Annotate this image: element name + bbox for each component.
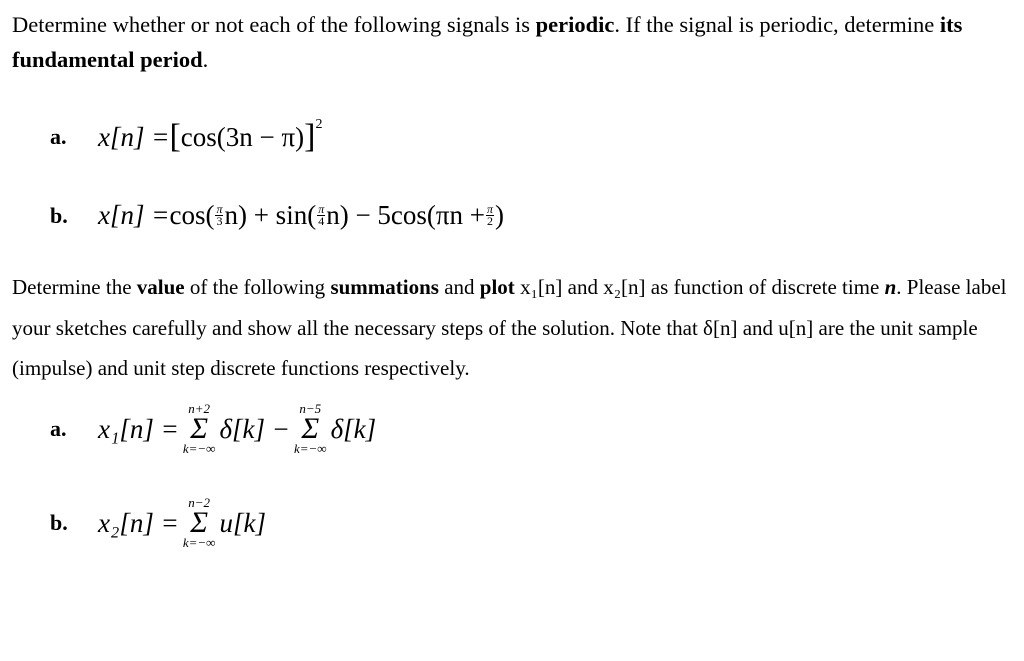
sum-var-n: n <box>884 275 897 299</box>
intro-text-3: . <box>202 47 209 72</box>
eq-part-1: cos( <box>169 200 215 230</box>
sum-text-2: of the following <box>184 275 331 299</box>
intro-paragraph <box>12 7 1002 77</box>
equation-lhs: x[n] = <box>98 121 170 152</box>
problem-label: b. <box>50 202 68 228</box>
equation-lhs: x[n] = <box>98 200 170 230</box>
problem-b-periodic <box>50 200 504 231</box>
problem-label: a. <box>50 124 67 149</box>
problem-label: a. <box>50 416 67 441</box>
summation: n−2 Σ k=−∞ <box>182 495 216 550</box>
term-2: δ[k] <box>330 413 377 444</box>
fraction-pi-3: $\frac{\pi}{3}$ <box>216 202 223 228</box>
equation-lhs: x₁[n] = <box>98 413 179 444</box>
sum-text-3: and <box>438 275 480 299</box>
intro-bold-period: its fundamental period <box>12 12 963 72</box>
sum-text-6: . Please label your sketches carefully and show all the necessary steps of the solution. Note that δ[n] and u[n] are the unit sample (impulse) and unit step discrete functions respectively. <box>12 275 1007 380</box>
summation-2: n−5 Σ k=−∞ <box>293 401 327 456</box>
fraction-pi-2: $\frac{\pi}{2}$ <box>487 202 494 228</box>
problem-b-summation <box>50 496 266 550</box>
sum-bold-summations: summations <box>330 275 439 299</box>
problem-a-summation <box>50 402 376 456</box>
problem-a-periodic <box>50 118 322 156</box>
sum-bold-value: value <box>136 275 185 299</box>
intro-text-1: Determine whether or not each of the following signals is <box>12 12 536 37</box>
exponent: 2 <box>315 117 323 132</box>
intro-bold-periodic: periodic <box>535 12 615 37</box>
sum-bold-plot: plot <box>479 275 515 299</box>
right-bracket: ] <box>304 118 316 155</box>
equation-rhs <box>179 496 266 550</box>
equation-rhs <box>179 402 376 456</box>
equation-rhs <box>169 200 504 231</box>
term: u[k] <box>219 507 266 538</box>
problem-label: b. <box>50 510 68 535</box>
fraction-pi-4: $\frac{\pi}{4}$ <box>318 202 325 228</box>
left-bracket: [ <box>169 118 181 155</box>
sum-text-4: x₁[n] and x₂[n] as function of discrete time <box>514 275 885 299</box>
summation-paragraph <box>12 267 1012 389</box>
intro-text-2: . If the signal is periodic, determine <box>614 12 940 37</box>
eq-part-3: n) − 5cos(πn + <box>326 200 486 230</box>
summation-1: n+2 Σ k=−∞ <box>182 401 216 456</box>
sum-text-1: Determine the <box>12 275 137 299</box>
term-1: δ[k] − <box>219 413 290 444</box>
equation-rhs <box>169 118 322 156</box>
equation-lhs: x₂[n] = <box>98 507 179 538</box>
eq-part-2: n) + sin( <box>224 200 317 230</box>
eq-part-4: ) <box>495 200 505 230</box>
equation-body: cos(3n − π) <box>180 121 305 152</box>
